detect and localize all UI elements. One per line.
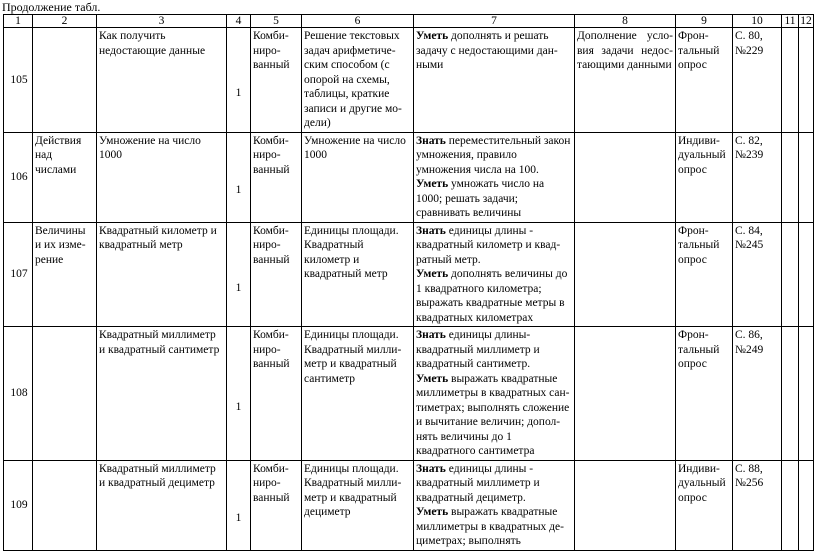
table-row: [4, 28, 814, 133]
lesson-content: Единицы площади. Квадратный километр и квадратный метр: [302, 222, 414, 327]
hours-count: 1: [227, 327, 251, 461]
control-type: Индиви- дуальный опрос: [676, 460, 733, 550]
hours-count: 1: [227, 222, 251, 327]
lesson-type: Комби- ниро- ванный: [251, 460, 302, 550]
lesson-number: 109: [4, 460, 33, 550]
lesson-type: Комби- ниро- ванный: [251, 222, 302, 327]
lesson-number: 107: [4, 222, 33, 327]
lesson-content: Умножение на число 1000: [302, 132, 414, 222]
lesson-topic: Как получить недостающие данные: [97, 28, 227, 133]
textbook-page: С. 82, №239: [733, 132, 782, 222]
empty-cell: [782, 132, 799, 222]
lesson-content: Решение текстовых задач арифметиче-ским способом (с опорой на схемы, таблицы, краткие записи и другие мо-дели): [302, 28, 414, 133]
header-cell: 10: [733, 15, 782, 28]
header-row: [4, 15, 814, 28]
lesson-number: 108: [4, 327, 33, 461]
control-type: Фрон- тальный опрос: [676, 28, 733, 133]
section-name: [33, 327, 97, 461]
empty-cell: [799, 132, 814, 222]
section-name: Величины и их изме-рение: [33, 222, 97, 327]
lesson-topic: Умножение на число 1000: [97, 132, 227, 222]
textbook-page: С. 84, №245: [733, 222, 782, 327]
table-row: [4, 327, 814, 461]
header-cell: 7: [414, 15, 575, 28]
empty-cell: [782, 460, 799, 550]
table-row: [4, 132, 814, 222]
header-cell: 12: [800, 15, 812, 27]
empty-cell: [799, 28, 814, 133]
textbook-page: С. 80, №229: [733, 28, 782, 133]
header-cell: 3: [97, 15, 227, 28]
control-type: Фрон- тальный опрос: [676, 327, 733, 461]
header-cell: 6: [302, 15, 414, 28]
requirement-keyword: Знать: [416, 329, 446, 341]
empty-cell: [782, 222, 799, 327]
lesson-content: Единицы площади. Квадратный милли-метр и квадратный дециметр: [302, 460, 414, 550]
hours-count: 1: [227, 28, 251, 133]
extra-content: [575, 327, 676, 461]
table-row: [4, 222, 814, 327]
hours-count: 1: [227, 132, 251, 222]
lesson-number: 106: [4, 132, 33, 222]
lesson-plan-table: [3, 14, 814, 551]
lesson-type: Комби- ниро- ванный: [251, 327, 302, 461]
header-cell: 11: [782, 15, 799, 28]
section-name: [33, 28, 97, 133]
empty-cell: [782, 327, 799, 461]
lesson-number: 105: [4, 28, 33, 133]
requirements: Уметь дополнять и решать задачу с недостающими дан-ными: [414, 28, 575, 133]
lesson-type: Комби- ниро- ванный: [251, 132, 302, 222]
requirement-keyword: Знать: [416, 134, 446, 147]
requirement-keyword: Уметь: [416, 178, 449, 190]
extra-content: [575, 222, 676, 327]
section-name: Действия над числами: [33, 132, 97, 222]
requirements: Знать единицы длины-квадратный миллиметр и квадратный сантиметр. Уметь выражать квадратные миллиметры в квадратных сан-тиметрах; выполнять сложение и вычитание величин; допол-нять величины до 1 квадратного сантиметра: [414, 327, 575, 461]
requirements: Знать переместительный закон умножения, правило умножения числа на 100. Уметь умножать число на 1000; решать задачи; сравнивать величины: [414, 132, 575, 222]
lesson-type: Комби- ниро- ванный: [251, 28, 302, 133]
lesson-content: Единицы площади. Квадратный милли-метр и квадратный сантиметр: [302, 327, 414, 461]
extra-content: [575, 132, 676, 222]
requirement-keyword: Знать: [416, 462, 446, 475]
requirement-keyword: Уметь: [416, 268, 449, 280]
empty-cell: [799, 222, 814, 327]
header-cell: 4: [227, 15, 251, 28]
hours-count: 1: [227, 460, 251, 550]
requirement-keyword: Знать: [416, 224, 446, 237]
lesson-topic: Квадратный миллиметр и квадратный дециметр: [97, 460, 227, 550]
table-caption: Продолжение табл.: [2, 0, 101, 14]
textbook-page: С. 86, №249: [733, 327, 782, 461]
section-name: [33, 460, 97, 550]
control-type: Фрон- тальный опрос: [676, 222, 733, 327]
empty-cell: [799, 327, 814, 461]
header-cell: 2: [33, 15, 97, 28]
requirement-keyword: Уметь: [416, 506, 449, 518]
requirements: Знать единицы длины - квадратный миллиметр и квадратный дециметр. Уметь выражать квадратные миллиметры в квадратных де-циметрах; выполнять: [414, 460, 575, 550]
control-type: Индиви- дуальный опрос: [676, 132, 733, 222]
empty-cell: [782, 28, 799, 133]
requirement-keyword: Уметь: [416, 30, 449, 42]
textbook-page: С. 88, №256: [733, 460, 782, 550]
requirements: Знать единицы длины - квадратный километр и квад-ратный метр. Уметь дополнять величины до 1 квадратного километра; выражать квадратные метры в квадратных километрах: [414, 222, 575, 327]
header-cell: 1: [4, 15, 33, 28]
requirement-keyword: Уметь: [416, 372, 449, 385]
header-cell: 5: [251, 15, 302, 28]
lesson-topic: Квадратный миллиметр и квадратный сантиметр: [97, 327, 227, 461]
header-cell: 8: [575, 15, 676, 28]
table-row: [4, 460, 814, 550]
lesson-topic: Квадратный километр и квадратный метр: [97, 222, 227, 327]
header-cell: 9: [676, 15, 733, 28]
extra-content: [575, 460, 676, 550]
empty-cell: [799, 460, 814, 550]
extra-content: Дополнение усло-вия задачи недос-тающими данными: [575, 28, 676, 133]
